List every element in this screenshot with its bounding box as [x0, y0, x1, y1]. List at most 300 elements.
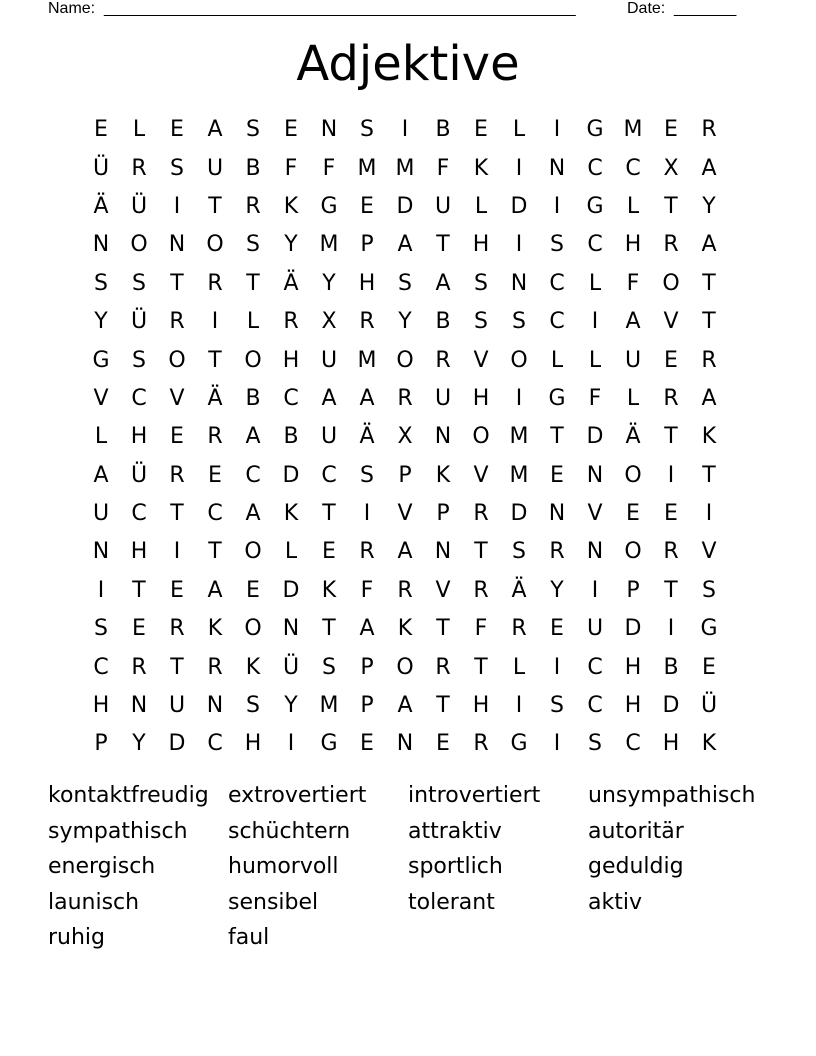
grid-cell: E	[322, 539, 336, 565]
grid-cell: R	[473, 501, 489, 527]
grid-cell: Y	[284, 232, 298, 258]
grid-cell: T	[322, 501, 336, 527]
grid-cell: Ü	[130, 309, 148, 335]
grid-row	[82, 380, 728, 418]
grid-cell: R	[473, 577, 489, 603]
grid-cell: C	[321, 462, 337, 488]
grid-cell: I	[287, 731, 295, 757]
grid-row	[82, 111, 728, 149]
grid-cell: E	[284, 117, 298, 143]
grid-cell: R	[663, 232, 679, 258]
grid-cell: I	[553, 731, 561, 757]
grid-cell: D	[510, 501, 528, 527]
grid-cell: I	[553, 654, 561, 680]
grid-cell: L	[626, 385, 640, 411]
grid-cell: R	[245, 193, 261, 219]
grid-cell: T	[208, 193, 222, 219]
grid-cell: A	[397, 232, 413, 258]
grid-cell: K	[207, 616, 223, 642]
grid-cell: S	[132, 347, 146, 373]
grid-cell: U	[586, 616, 604, 642]
grid-cell: A	[435, 270, 451, 296]
grid-cell: S	[360, 462, 374, 488]
grid-cell: V	[169, 385, 185, 411]
grid-cell: H	[244, 731, 262, 757]
grid-row	[82, 226, 728, 264]
grid-cell: B	[435, 309, 451, 335]
grid-cell: H	[472, 232, 490, 258]
grid-cell: S	[550, 232, 564, 258]
grid-cell: O	[624, 462, 642, 488]
grid-cell: C	[625, 731, 641, 757]
grid-row	[82, 533, 728, 571]
grid-row	[82, 341, 728, 379]
grid-cell: H	[92, 693, 110, 719]
grid-cell: K	[435, 462, 451, 488]
grid-cell: N	[434, 539, 452, 565]
grid-cell: F	[284, 155, 298, 181]
grid-cell: S	[322, 654, 336, 680]
word-list-item: geduldig	[588, 854, 684, 880]
grid-cell: V	[435, 577, 451, 603]
grid-cell: T	[436, 232, 450, 258]
grid-cell: S	[398, 270, 412, 296]
grid-cell: H	[624, 693, 642, 719]
grid-cell: S	[474, 309, 488, 335]
grid-cell: E	[664, 117, 678, 143]
grid-cell: F	[588, 385, 602, 411]
grid-row	[82, 648, 728, 686]
word-list-item: autoritär	[588, 818, 684, 844]
grid-cell: L	[626, 193, 640, 219]
grid-cell: A	[397, 693, 413, 719]
grid-cell: C	[587, 232, 603, 258]
grid-cell: E	[550, 616, 564, 642]
grid-cell: O	[244, 616, 262, 642]
grid-cell: L	[284, 539, 298, 565]
grid-cell: U	[168, 693, 186, 719]
grid-cell: V	[587, 501, 603, 527]
grid-cell: N	[510, 270, 528, 296]
grid-cell: V	[473, 462, 489, 488]
grid-cell: Ä	[625, 424, 641, 450]
word-list-item: kontaktfreudig	[48, 783, 209, 808]
grid-cell: O	[472, 424, 490, 450]
grid-cell: S	[550, 693, 564, 719]
grid-cell: C	[625, 155, 641, 181]
grid-cell: K	[701, 424, 717, 450]
grid-cell: R	[663, 539, 679, 565]
grid-cell: G	[586, 117, 604, 143]
grid-cell: Y	[322, 270, 336, 296]
grid-cell: K	[321, 577, 337, 603]
word-list-item: sympathisch	[48, 818, 188, 844]
grid-cell: A	[625, 309, 641, 335]
word-list-item: schüchtern	[228, 818, 351, 844]
grid-cell: R	[397, 577, 413, 603]
grid-cell: R	[397, 385, 413, 411]
grid-cell: S	[512, 539, 526, 565]
grid-cell: X	[321, 309, 337, 335]
name-label: Name:	[48, 0, 96, 17]
grid-cell: S	[246, 693, 260, 719]
grid-cell: A	[245, 424, 261, 450]
grid-cell: O	[662, 270, 680, 296]
grid-cell: Ü	[130, 193, 148, 219]
grid-cell: D	[396, 193, 414, 219]
grid-cell: I	[515, 385, 523, 411]
grid-cell: R	[663, 385, 679, 411]
grid-cell: E	[246, 577, 260, 603]
grid-cell: U	[206, 155, 224, 181]
grid-cell: H	[662, 731, 680, 757]
grid-cell: I	[667, 616, 675, 642]
grid-cell: R	[207, 654, 223, 680]
grid-cell: T	[702, 270, 716, 296]
grid-cell: O	[244, 539, 262, 565]
word-list-item: aktiv	[588, 889, 642, 915]
grid-cell: M	[357, 347, 377, 373]
grid-cell: E	[208, 462, 222, 488]
grid-cell: A	[207, 577, 223, 603]
word-list-item: tolerant	[408, 889, 495, 915]
grid-cell: I	[97, 577, 105, 603]
grid-cell: C	[549, 270, 565, 296]
grid-row	[82, 687, 728, 725]
grid-cell: O	[396, 347, 414, 373]
grid-cell: B	[435, 117, 451, 143]
grid-cell: E	[550, 462, 564, 488]
grid-cell: E	[626, 501, 640, 527]
grid-cell: B	[283, 424, 299, 450]
grid-row	[82, 495, 728, 533]
grid-cell: I	[515, 693, 523, 719]
grid-cell: D	[586, 424, 604, 450]
grid-cell: A	[701, 155, 717, 181]
grid-cell: E	[436, 731, 450, 757]
grid-cell: T	[664, 577, 678, 603]
grid-cell: O	[168, 347, 186, 373]
grid-cell: Ä	[283, 270, 299, 296]
grid-cell: A	[245, 501, 261, 527]
grid-cell: Y	[398, 309, 412, 335]
letter-grid	[82, 111, 728, 764]
grid-cell: A	[397, 539, 413, 565]
grid-cell: L	[246, 309, 260, 335]
grid-cell: Ä	[359, 424, 375, 450]
grid-cell: E	[664, 347, 678, 373]
grid-cell: A	[359, 616, 375, 642]
grid-cell: N	[206, 693, 224, 719]
grid-cell: R	[169, 616, 185, 642]
grid-cell: T	[132, 577, 146, 603]
grid-cell: H	[358, 270, 376, 296]
grid-cell: C	[131, 385, 147, 411]
word-list-item: ruhig	[48, 925, 106, 951]
word-list-item: energisch	[48, 854, 156, 880]
grid-cell: D	[168, 731, 186, 757]
grid-cell: N	[396, 731, 414, 757]
grid-cell: T	[702, 462, 716, 488]
grid-cell: H	[472, 385, 490, 411]
grid-cell: O	[624, 539, 642, 565]
word-list-item: launisch	[48, 889, 140, 915]
grid-row	[82, 725, 728, 763]
grid-cell: C	[207, 501, 223, 527]
grid-cell: S	[702, 577, 716, 603]
word-list-item: sportlich	[408, 854, 503, 880]
grid-cell: S	[246, 232, 260, 258]
grid-cell: G	[92, 347, 110, 373]
name-date-line	[48, 0, 748, 18]
grid-cell: R	[435, 654, 451, 680]
grid-cell: R	[283, 309, 299, 335]
grid-cell: R	[207, 270, 223, 296]
grid-cell: Ü	[130, 462, 148, 488]
grid-cell: S	[246, 117, 260, 143]
grid-cell: L	[588, 347, 602, 373]
grid-cell: C	[131, 501, 147, 527]
grid-cell: T	[170, 501, 184, 527]
word-list	[48, 778, 768, 956]
grid-cell: R	[511, 616, 527, 642]
grid-cell: Y	[94, 309, 108, 335]
grid-cell: K	[473, 155, 489, 181]
grid-cell: H	[624, 232, 642, 258]
grid-cell: C	[93, 654, 109, 680]
grid-cell: H	[130, 539, 148, 565]
grid-cell: R	[701, 347, 717, 373]
grid-cell: S	[94, 270, 108, 296]
grid-cell: E	[702, 654, 716, 680]
grid-cell: S	[588, 731, 602, 757]
grid-cell: Ä	[207, 385, 223, 411]
grid-cell: B	[245, 155, 261, 181]
grid-cell: K	[397, 616, 413, 642]
grid-cell: N	[320, 117, 338, 143]
grid-cell: Y	[132, 731, 146, 757]
grid-cell: F	[436, 155, 450, 181]
grid-cell: M	[509, 462, 529, 488]
grid-cell: C	[283, 385, 299, 411]
grid-cell: N	[168, 232, 186, 258]
grid-cell: M	[395, 155, 415, 181]
grid-cell: Ä	[511, 577, 527, 603]
grid-cell: L	[94, 424, 108, 450]
grid-cell: K	[283, 501, 299, 527]
grid-cell: G	[320, 731, 338, 757]
word-list-item: humorvoll	[228, 854, 339, 880]
grid-cell: C	[245, 462, 261, 488]
grid-cell: N	[92, 232, 110, 258]
grid-cell: S	[170, 155, 184, 181]
grid-cell: C	[587, 155, 603, 181]
grid-cell: I	[173, 539, 181, 565]
grid-cell: I	[591, 309, 599, 335]
grid-cell: E	[360, 731, 374, 757]
grid-cell: A	[701, 385, 717, 411]
grid-cell: E	[474, 117, 488, 143]
grid-cell: B	[663, 654, 679, 680]
grid-cell: I	[363, 501, 371, 527]
grid-cell: N	[548, 501, 566, 527]
word-list-item: unsympathisch	[588, 783, 756, 808]
grid-cell: V	[701, 539, 717, 565]
grid-cell: S	[360, 117, 374, 143]
grid-cell: R	[131, 155, 147, 181]
grid-cell: E	[132, 616, 146, 642]
grid-cell: K	[283, 193, 299, 219]
word-list-item: faul	[228, 925, 270, 951]
grid-cell: N	[586, 539, 604, 565]
grid-cell: T	[170, 270, 184, 296]
grid-cell: T	[208, 347, 222, 373]
grid-cell: L	[512, 654, 526, 680]
grid-cell: G	[586, 193, 604, 219]
grid-cell: O	[510, 347, 528, 373]
grid-cell: N	[586, 462, 604, 488]
grid-cell: M	[357, 155, 377, 181]
grid-cell: G	[700, 616, 718, 642]
grid-cell: C	[207, 731, 223, 757]
grid-cell: O	[244, 347, 262, 373]
grid-cell: Ü	[700, 693, 718, 719]
word-list-item: extrovertiert	[228, 783, 367, 808]
grid-cell: E	[170, 117, 184, 143]
grid-cell: H	[624, 654, 642, 680]
grid-cell: P	[398, 462, 412, 488]
grid-cell: K	[701, 731, 717, 757]
grid-cell: B	[245, 385, 261, 411]
grid-cell: O	[130, 232, 148, 258]
name-blank: _____________________________________________________	[104, 0, 576, 17]
grid-cell: U	[320, 424, 338, 450]
word-list-item: sensibel	[228, 889, 319, 915]
grid-cell: I	[515, 155, 523, 181]
grid-cell: H	[472, 693, 490, 719]
grid-cell: R	[473, 731, 489, 757]
grid-cell: R	[435, 347, 451, 373]
word-list-item: introvertiert	[408, 783, 541, 808]
grid-cell: O	[206, 232, 224, 258]
grid-cell: Ä	[93, 193, 109, 219]
grid-cell: L	[512, 117, 526, 143]
grid-cell: V	[663, 309, 679, 335]
grid-cell: L	[550, 347, 564, 373]
grid-cell: C	[587, 654, 603, 680]
grid-cell: D	[662, 693, 680, 719]
grid-cell: Ü	[282, 654, 300, 680]
grid-cell: L	[474, 193, 488, 219]
grid-cell: C	[587, 693, 603, 719]
grid-cell: A	[701, 232, 717, 258]
grid-cell: I	[591, 577, 599, 603]
grid-row	[82, 418, 728, 456]
grid-cell: R	[169, 462, 185, 488]
grid-cell: N	[548, 155, 566, 181]
word-list-item: attraktiv	[408, 818, 502, 844]
grid-cell: R	[701, 117, 717, 143]
grid-cell: X	[397, 424, 413, 450]
grid-cell: P	[436, 501, 450, 527]
grid-cell: I	[173, 193, 181, 219]
grid-cell: Y	[284, 693, 298, 719]
grid-cell: L	[588, 270, 602, 296]
grid-cell: G	[510, 731, 528, 757]
grid-cell: P	[626, 577, 640, 603]
grid-cell: I	[211, 309, 219, 335]
grid-cell: X	[663, 155, 679, 181]
grid-row	[82, 572, 728, 610]
grid-cell: V	[397, 501, 413, 527]
grid-cell: H	[282, 347, 300, 373]
grid-cell: R	[207, 424, 223, 450]
grid-cell: M	[319, 693, 339, 719]
grid-cell: F	[474, 616, 488, 642]
grid-cell: S	[512, 309, 526, 335]
grid-cell: T	[322, 616, 336, 642]
grid-cell: P	[94, 731, 108, 757]
grid-cell: Y	[550, 577, 564, 603]
grid-row	[82, 188, 728, 226]
grid-cell: T	[246, 270, 260, 296]
grid-row	[82, 457, 728, 495]
grid-cell: N	[434, 424, 452, 450]
grid-cell: V	[473, 347, 489, 373]
grid-cell: T	[208, 539, 222, 565]
grid-cell: S	[94, 616, 108, 642]
grid-cell: I	[553, 117, 561, 143]
grid-cell: P	[360, 654, 374, 680]
grid-cell: I	[553, 193, 561, 219]
grid-cell: R	[131, 654, 147, 680]
grid-cell: G	[548, 385, 566, 411]
grid-cell: F	[626, 270, 640, 296]
grid-row	[82, 149, 728, 187]
grid-cell: I	[667, 462, 675, 488]
grid-cell: O	[396, 654, 414, 680]
date-label: Date:	[627, 0, 666, 17]
grid-cell: F	[360, 577, 374, 603]
grid-cell: T	[664, 424, 678, 450]
grid-cell: I	[401, 117, 409, 143]
grid-cell: I	[705, 501, 713, 527]
grid-cell: R	[549, 539, 565, 565]
grid-cell: N	[130, 693, 148, 719]
grid-cell: T	[474, 539, 488, 565]
grid-cell: Ü	[92, 155, 110, 181]
grid-cell: C	[549, 309, 565, 335]
grid-cell: Y	[702, 193, 716, 219]
grid-row	[82, 610, 728, 648]
grid-cell: U	[320, 347, 338, 373]
grid-cell: H	[130, 424, 148, 450]
grid-cell: D	[510, 193, 528, 219]
grid-cell: E	[170, 577, 184, 603]
grid-cell: G	[320, 193, 338, 219]
date-blank: _______	[674, 0, 737, 17]
grid-cell: T	[664, 193, 678, 219]
grid-cell: A	[359, 385, 375, 411]
grid-cell: U	[434, 385, 452, 411]
grid-cell: V	[93, 385, 109, 411]
grid-cell: A	[321, 385, 337, 411]
grid-cell: U	[434, 193, 452, 219]
grid-cell: U	[92, 501, 110, 527]
grid-cell: E	[94, 117, 108, 143]
grid-cell: E	[170, 424, 184, 450]
grid-cell: D	[624, 616, 642, 642]
